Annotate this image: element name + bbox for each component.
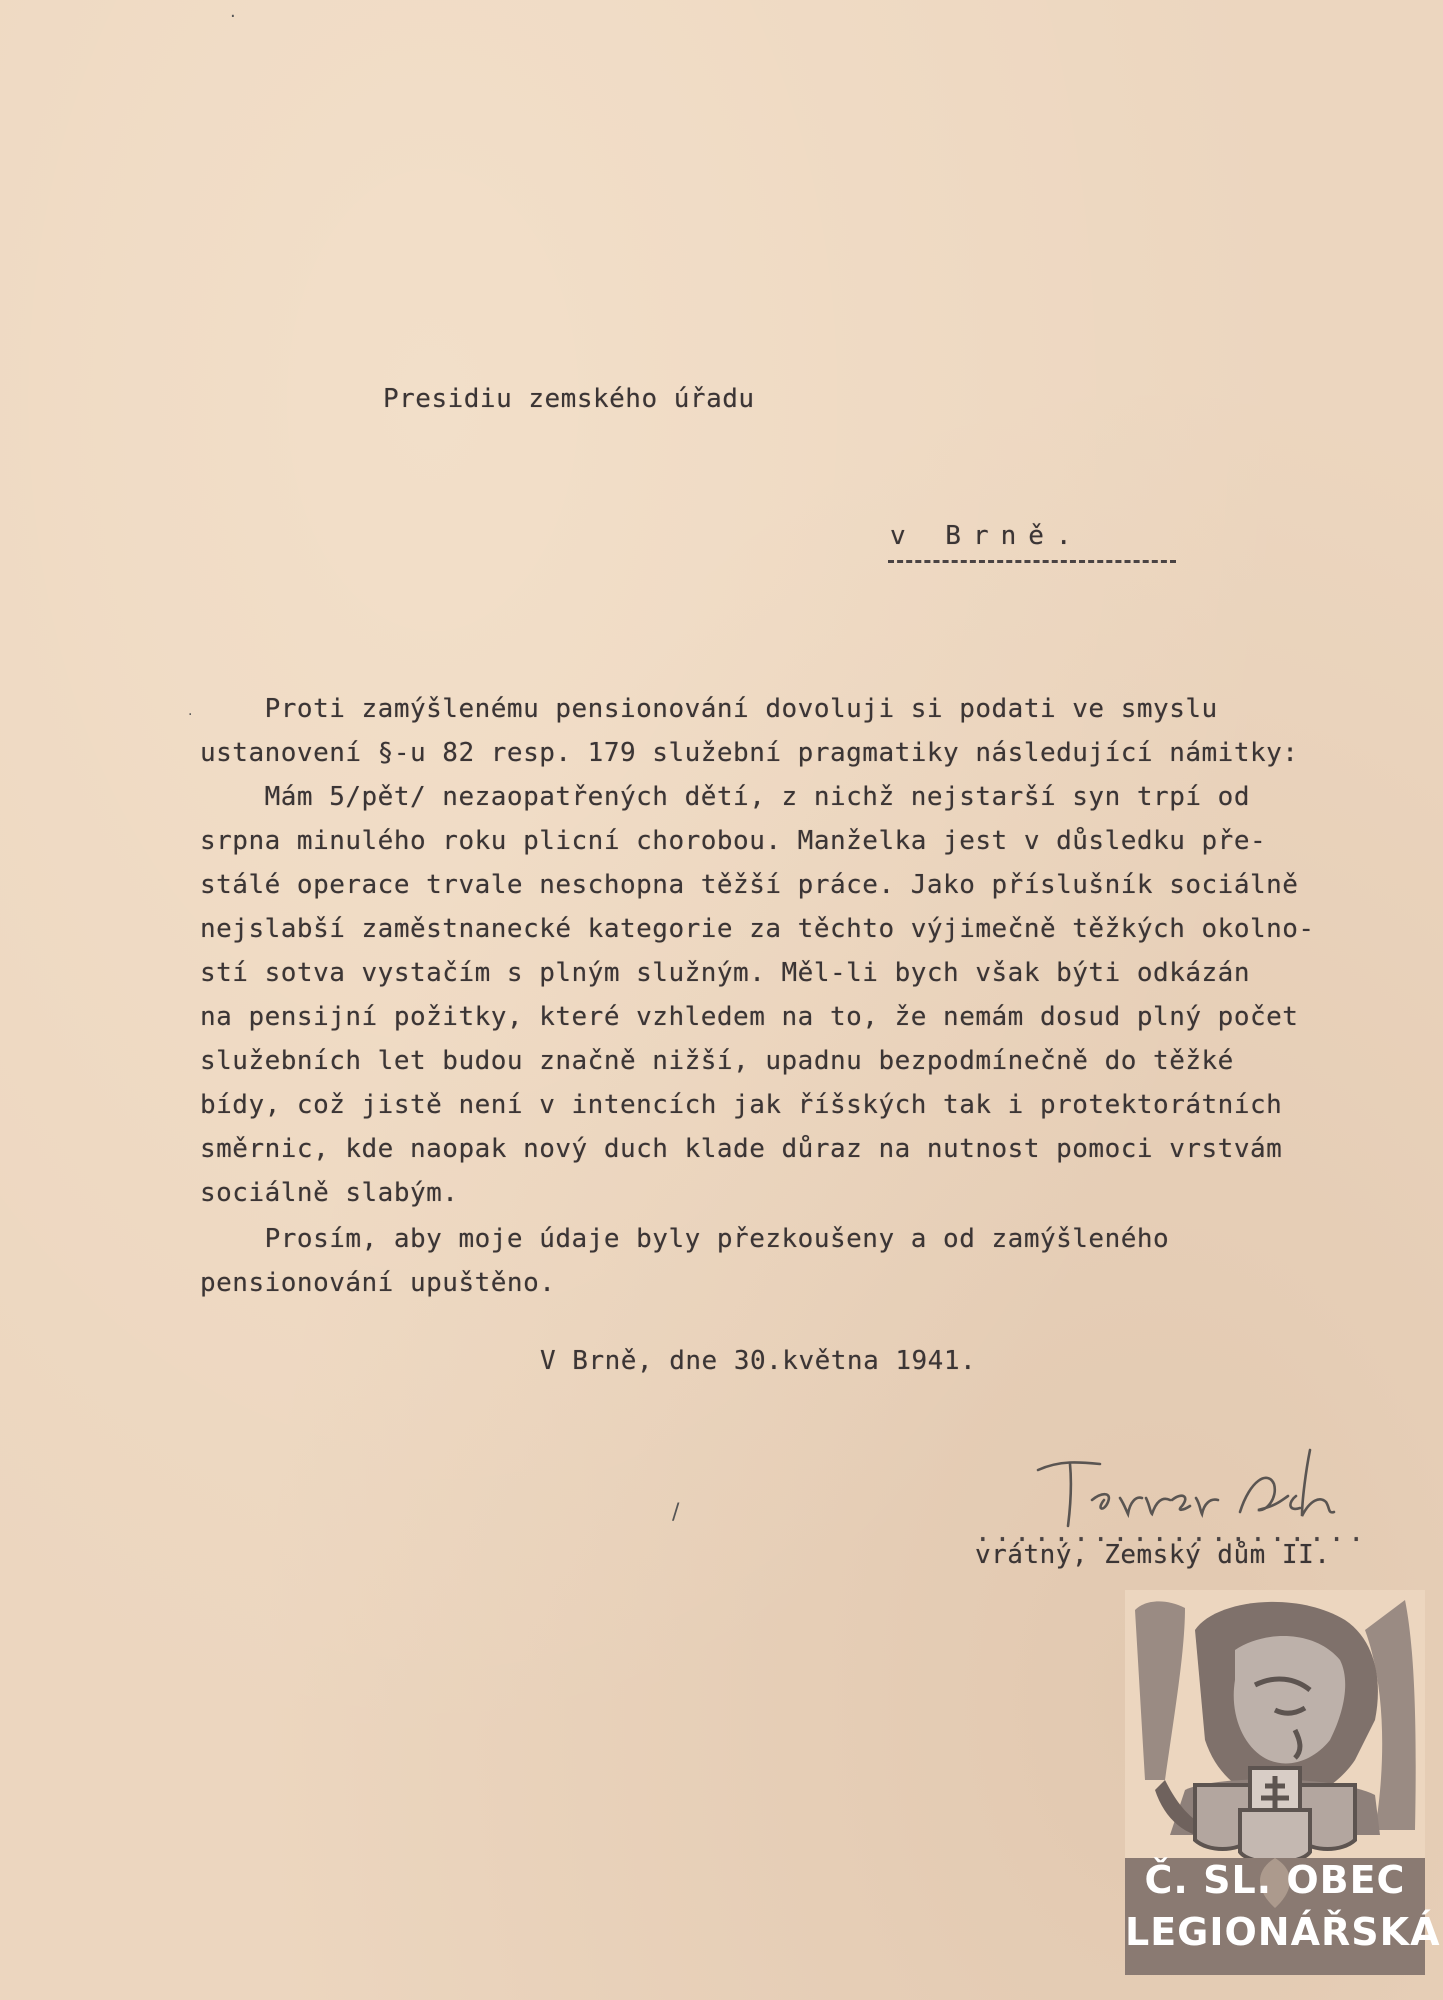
signature-line: .................... [975, 1518, 1369, 1548]
city-line: v Brně. [890, 521, 1084, 551]
stamp-line-1: Č. SL. OBEC [1144, 1858, 1406, 1902]
body-line: Proti zamýšlenému pensionování dovoluji si podati ve smyslu [200, 694, 1218, 724]
body-line: srpna minulého roku plicní chorobou. Manželka jest v důsledku pře- [200, 826, 1267, 856]
body-line: Prosím, aby moje údaje byly přezkoušeny a od zamýšleného [200, 1224, 1170, 1254]
body-line: služebních let budou značně nižší, upadnu bezpodmínečně do těžké [200, 1046, 1234, 1076]
body-line: na pensijní požitky, které vzhledem na to, že nemám dosud plný počet [200, 1002, 1299, 1032]
ink-speck: · [230, 6, 236, 27]
body-line: stálé operace trvale neschopna těžší práce. Jako příslušník sociálně [200, 870, 1299, 900]
body-line: stí sotva vystačím s plným služným. Měl-li bych však býti odkázán [200, 958, 1250, 988]
stamp-line-2: LEGIONÁŘSKÁ [1125, 1910, 1441, 1954]
city-underline [888, 560, 1176, 563]
body-line: Mám 5/pět/ nezaopatřených dětí, z nichž nejstarší syn trpí od [200, 782, 1250, 812]
ink-speck: · [188, 707, 193, 723]
body-line: směrnic, kde naopak nový duch klade důraz na nutnost pomoci vrstvám [200, 1134, 1283, 1164]
legion-stamp [1125, 1590, 1441, 1975]
place-date: V Brně, dne 30.května 1941. [540, 1346, 977, 1376]
ink-speck: / [672, 1500, 680, 1525]
signer-role: vrátný, Zemský dům II. [975, 1540, 1331, 1570]
body-line: pensionování upuštěno. [200, 1268, 556, 1298]
body-line: bídy, což jistě není v intencích jak říšských tak i protektorátních [200, 1090, 1283, 1120]
body-line: sociálně slabým. [200, 1178, 459, 1208]
body-line: ustanovení §-u 82 resp. 179 služební pragmatiky následující námitky: [200, 738, 1299, 768]
handwritten-signature [1030, 1440, 1350, 1530]
body-line: nejslabší zaměstnanecké kategorie za těchto výjimečně těžkých okolno- [200, 914, 1315, 944]
addressee: Presidiu zemského úřadu [383, 384, 755, 414]
